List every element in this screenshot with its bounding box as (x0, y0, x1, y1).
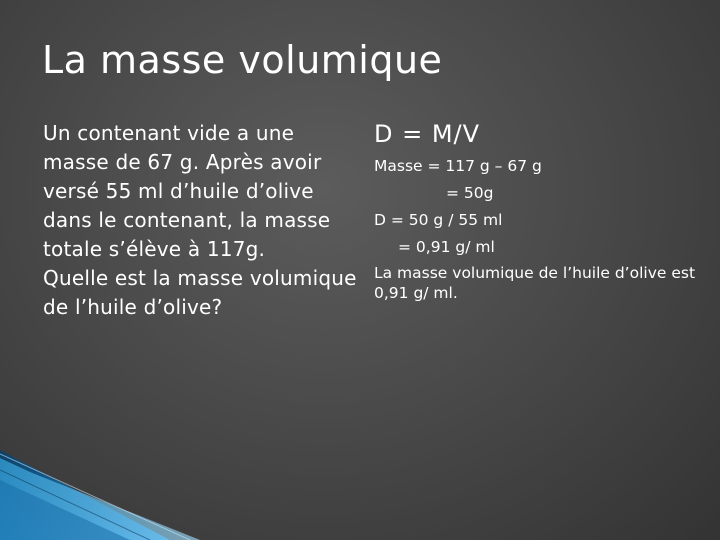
problem-question: Quelle est la masse volumique de l’huile d’olive? (43, 266, 357, 319)
solution-text (374, 117, 704, 303)
corner-decoration (0, 450, 200, 540)
density-formula: D = M/V (374, 120, 481, 148)
solution-line-density: D = 50 g / 55 ml (374, 211, 503, 229)
solution-line-mass-result: = 50g (446, 184, 494, 202)
solution-conclusion: La masse volumique de l’huile d’olive est 0,91 g/ ml. (374, 264, 696, 302)
solution-line-mass: Masse = 117 g – 67 g (374, 157, 542, 175)
problem-paragraph: Un contenant vide a une masse de 67 g. Après avoir versé 55 ml d’huile d’olive dans le contenant, la masse totale s’élève à 117g. (43, 121, 331, 261)
problem-text (43, 119, 363, 322)
slide-title: La masse volumique (42, 38, 443, 82)
solution-line-density-result: = 0,91 g/ ml (398, 238, 495, 256)
